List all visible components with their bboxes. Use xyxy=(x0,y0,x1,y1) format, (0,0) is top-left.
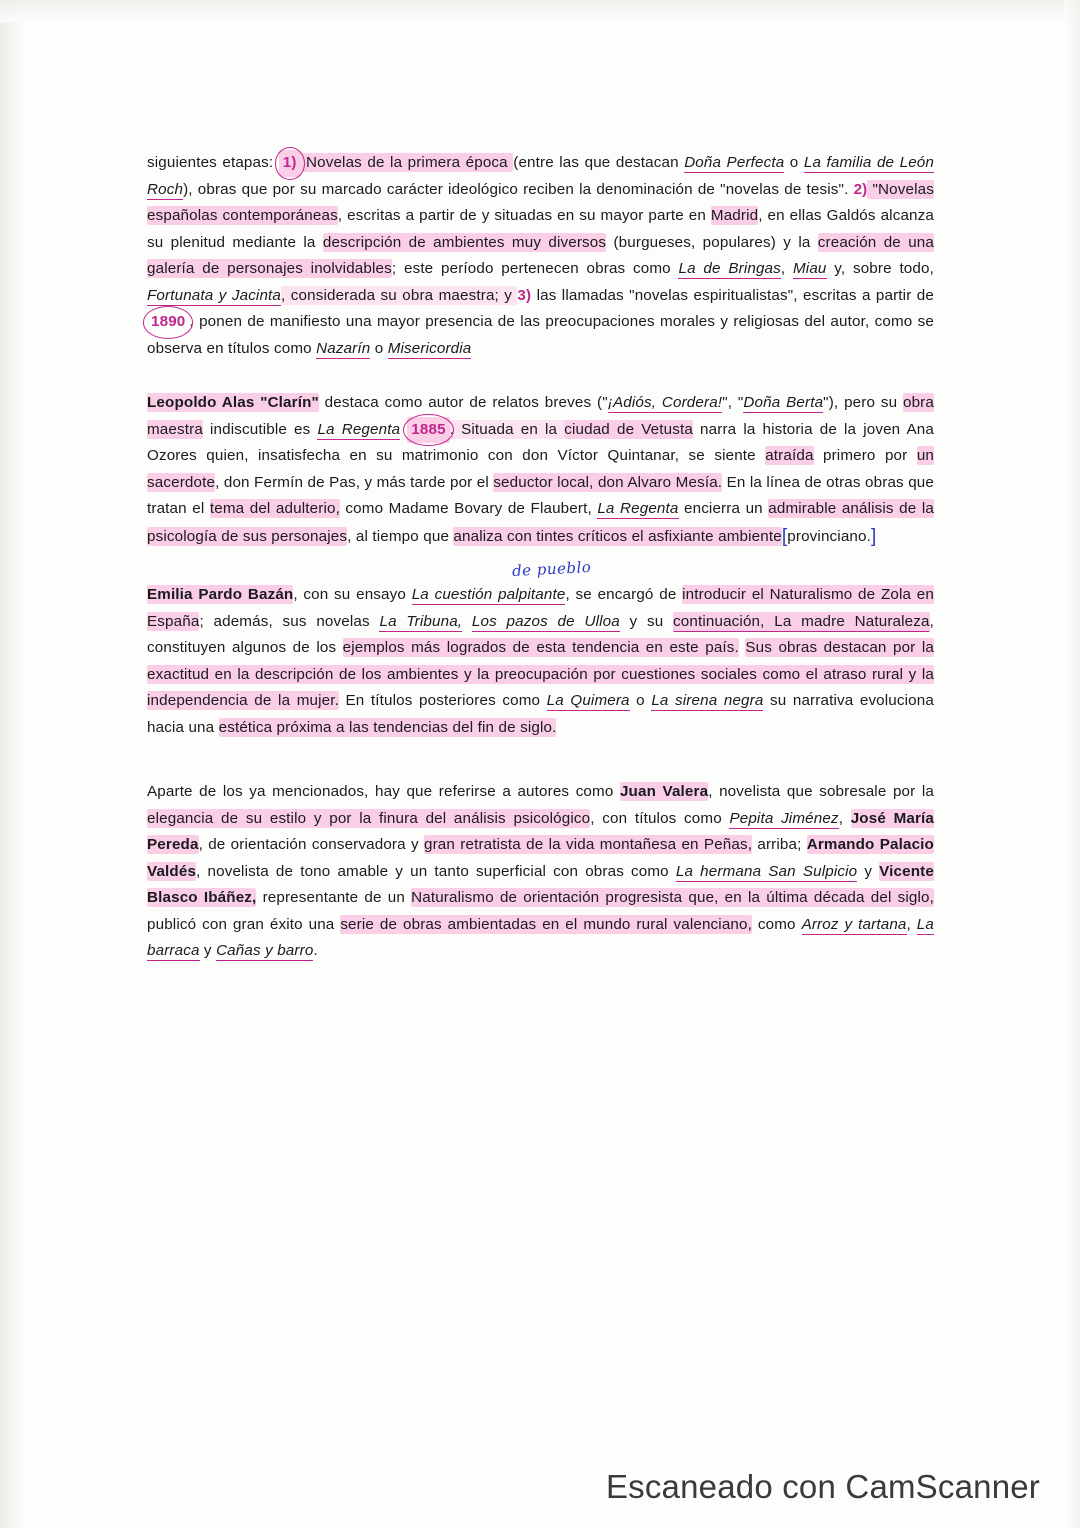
highlight-elegancia-estilo: elegancia de su estilo y por la finura del análisis psicológico xyxy=(147,809,591,827)
paragraph-galdos xyxy=(147,150,934,362)
title-pepita-jimenez: Pepita Jiménez xyxy=(729,809,839,827)
highlight-mundo-rural-valenciano: serie de obras ambientadas en el mundo rural valenciano, xyxy=(340,915,752,933)
author-emilia-pardo-bazan: Emilia Pardo Bazán xyxy=(147,586,294,603)
highlight-un-sacerdote: un sacerdote xyxy=(147,447,935,491)
highlight-estetica-fin-de-siglo: estética próxima a las tendencias del fin de siglo. xyxy=(218,718,557,736)
highlight-analisis-psicologia: admirable análisis de la psicología de sus personajes xyxy=(147,500,934,545)
highlight-descripcion-ambientes: descripción de ambientes muy diversos xyxy=(322,233,607,251)
circled-year-1885: 1885 xyxy=(407,417,449,444)
title-la-barraca: La barraca xyxy=(147,915,934,959)
text-run: indiscutible es xyxy=(202,420,318,438)
text-run: , xyxy=(906,915,917,933)
title-la-cuestion-palpitante: La cuestión palpitante xyxy=(411,586,566,603)
highlight-ejemplos-logrados: ejemplos más logrados de esta tendencia en este país. xyxy=(342,639,739,656)
title-la-hermana-san-sulpicio: La hermana San Sulpicio xyxy=(675,862,858,880)
text-run: . xyxy=(313,942,318,959)
document-body xyxy=(147,150,934,965)
highlight-obras-destacan: Sus obras destacan por la exactitud en la descripción de los ambientes y la preocupación por cuestiones sociales como el atraso rural y la independencia de la mujer. xyxy=(147,639,934,709)
text-run: publicó con gran éxito una xyxy=(147,915,341,933)
highlight-madrid: Madrid xyxy=(710,207,759,224)
text-run: , novelista de tono amable y un tanto superficial con obras como xyxy=(196,862,676,880)
highlight-ciudad-vetusta: ciudad de Vetusta xyxy=(564,420,693,438)
text-run: su narrativa evoluciona hacia una xyxy=(147,692,934,736)
highlight-naturalismo-progresista: Naturalismo de orientación progresista que, en la última década del siglo, xyxy=(411,889,935,906)
author-armando-palacio-valdes: Armando Palacio Valdés xyxy=(147,836,934,880)
paragraph-pardo-bazan xyxy=(147,582,934,741)
scan-edge-top xyxy=(0,0,1080,22)
text-run: , ponen de manifiesto una mayor presencia de las preocupaciones morales y religiosas del autor, como se observa en títulos como xyxy=(147,313,934,357)
pen-number-3: 3) xyxy=(517,286,532,304)
text-run: encierra un xyxy=(678,500,769,517)
title-arroz-y-tartana: Arroz y tartana xyxy=(801,915,907,933)
circled-number-1: 1) xyxy=(279,150,301,177)
highlight-ambiente-asfixiante: analiza con tintes críticos el asfixiante ambiente xyxy=(453,527,782,545)
scan-edge-left xyxy=(0,0,26,1528)
text-run: primero por xyxy=(813,447,917,464)
text-run: y xyxy=(857,862,880,880)
author-leopoldo-alas-clarin: Leopoldo Alas "Clarín" xyxy=(147,394,319,411)
text-run: o xyxy=(370,339,388,357)
title-adios-cordera: ¡Adiós, Cordera! xyxy=(607,394,723,411)
text-run: o xyxy=(784,154,804,171)
text-run: , de orientación conservadora y xyxy=(198,836,424,853)
text-run: , con títulos como xyxy=(590,809,730,827)
highlight-obra-maestra: obra maestra xyxy=(147,394,934,438)
text-run: , con su ensayo xyxy=(293,586,412,603)
text-run: "Novelas españolas contemporáneas xyxy=(147,180,934,224)
text-run: , se encargó de xyxy=(565,586,683,603)
text-run: ), obras que por su marcado carácter ideológico reciben la denominación de "novelas de tesis". xyxy=(183,180,854,198)
text-run: ; este período pertenecen obras como xyxy=(391,260,679,277)
author-juan-valera: Juan Valera xyxy=(619,783,709,800)
title-nazarin: Nazarín xyxy=(316,339,371,357)
text-run: , constituyen algunos de los xyxy=(147,612,934,656)
text-run: las llamadas "novelas espiritualistas", escritas a partir de xyxy=(531,286,934,304)
title-dona-berta: Doña Berta xyxy=(743,394,824,411)
text-run: , escritas a partir de y situadas en su mayor parte en xyxy=(337,207,711,224)
author-jose-maria-pereda: José María Pereda xyxy=(147,809,934,853)
text-run: . Situada en la xyxy=(449,420,565,438)
text-run: , al tiempo que xyxy=(347,527,454,545)
annotation-anchor xyxy=(147,557,934,581)
text-run: arriba; xyxy=(752,836,807,853)
paragraph-otros-autores xyxy=(147,779,934,965)
camscanner-watermark: Escaneado con CamScanner xyxy=(605,1468,1040,1505)
highlight-vida-montanesa: gran retratista de la vida montañesa en Peñas, xyxy=(424,836,753,853)
text-run: , considerada su obra maestra; y xyxy=(281,286,518,304)
text-run: o xyxy=(629,692,652,709)
text-run: Novelas de la primera época xyxy=(300,154,514,171)
text-run: , novelista que sobresale por la xyxy=(708,783,934,800)
text-run: Aparte de los ya mencionados, hay que referirse a autores como xyxy=(147,783,620,800)
text-run: ; además, sus novelas xyxy=(199,612,380,630)
text-run: narra la historia de la joven Ana Ozores quien, insatisfecha en su matrimonio con don Víctor Quintanar, se siente xyxy=(147,420,934,464)
handwritten-note-de-pueblo: de pueblo xyxy=(511,557,592,581)
text-run: y, sobre todo, xyxy=(826,260,934,277)
text-run: , xyxy=(838,809,851,827)
title-la-quimera: La Quimera xyxy=(546,692,630,709)
text-run: (burgueses, populares) y la xyxy=(606,233,818,251)
title-la-madre-naturaleza: continuación, La madre Naturaleza xyxy=(673,612,930,630)
text-run: destaca como autor de relatos breves (" xyxy=(318,394,608,411)
text-run: y su xyxy=(619,612,674,630)
title-la-familia-de-leon-roch: La familia de León Roch xyxy=(147,154,934,198)
text-run: representante de un xyxy=(256,889,412,906)
text-run: , don Fermín de Pas, y más tarde por el xyxy=(215,473,494,491)
text-run: , en ellas Galdós alcanza su plenitud mediante la xyxy=(147,207,934,251)
title-los-pazos-de-ulloa: Los pazos de Ulloa xyxy=(471,612,620,630)
highlight-atraida: atraída xyxy=(765,447,814,464)
title-la-de-bringas: La de Bringas xyxy=(678,260,781,277)
title-la-tribuna: La Tribuna, xyxy=(379,612,463,630)
text-run: siguientes etapas: xyxy=(147,154,279,171)
highlight-naturalismo-zola: introducir el Naturalismo de Zola en España xyxy=(147,586,934,630)
text-run: "), pero su xyxy=(823,394,903,411)
highlight-seductor-local: seductor local, don Alvaro Mesía. xyxy=(493,473,723,491)
scan-edge-right xyxy=(1064,0,1080,1528)
title-la-regenta-2: La Regenta xyxy=(597,500,679,517)
text-run: y xyxy=(199,942,217,959)
text-run xyxy=(462,613,472,630)
text-run: En la línea de otras obras que tratan el xyxy=(147,473,934,517)
title-la-sirena-negra: La sirena negra xyxy=(651,692,764,709)
highlight-galeria-personajes: creación de una galería de personajes inolvidables xyxy=(147,233,935,277)
text-run xyxy=(400,421,407,438)
title-fortunata-y-jacinta: Fortunata y Jacinta xyxy=(147,286,282,304)
text-run: como xyxy=(752,915,802,933)
highlight-tema-adulterio: tema del adulterio, xyxy=(209,500,340,517)
title-dona-perfecta: Doña Perfecta xyxy=(684,154,785,171)
author-vicente-blasco-ibanez: Vicente Blasco Ibáñez, xyxy=(147,862,934,906)
paragraph-clarin xyxy=(147,390,934,550)
paragraph-spacer xyxy=(147,759,934,769)
circled-year-1890: 1890 xyxy=(147,309,189,336)
text-run: En títulos posteriores como xyxy=(338,692,547,709)
title-miau: Miau xyxy=(793,260,827,277)
text-run: , xyxy=(780,260,793,277)
title-la-regenta: La Regenta xyxy=(317,420,401,438)
title-canas-y-barro: Cañas y barro xyxy=(216,942,314,959)
paragraph-spacer xyxy=(147,769,934,779)
paragraph-spacer xyxy=(147,380,934,390)
text-run: ", " xyxy=(722,394,744,411)
title-misericordia: Misericordia xyxy=(387,339,472,357)
text-run: como Madame Bovary de Flaubert, xyxy=(339,500,598,517)
text-run: (entre las que destacan xyxy=(513,154,685,171)
bracketed-word-provinciano: [ provinciano. ] xyxy=(782,528,877,545)
pen-number-2: 2) xyxy=(853,180,868,198)
